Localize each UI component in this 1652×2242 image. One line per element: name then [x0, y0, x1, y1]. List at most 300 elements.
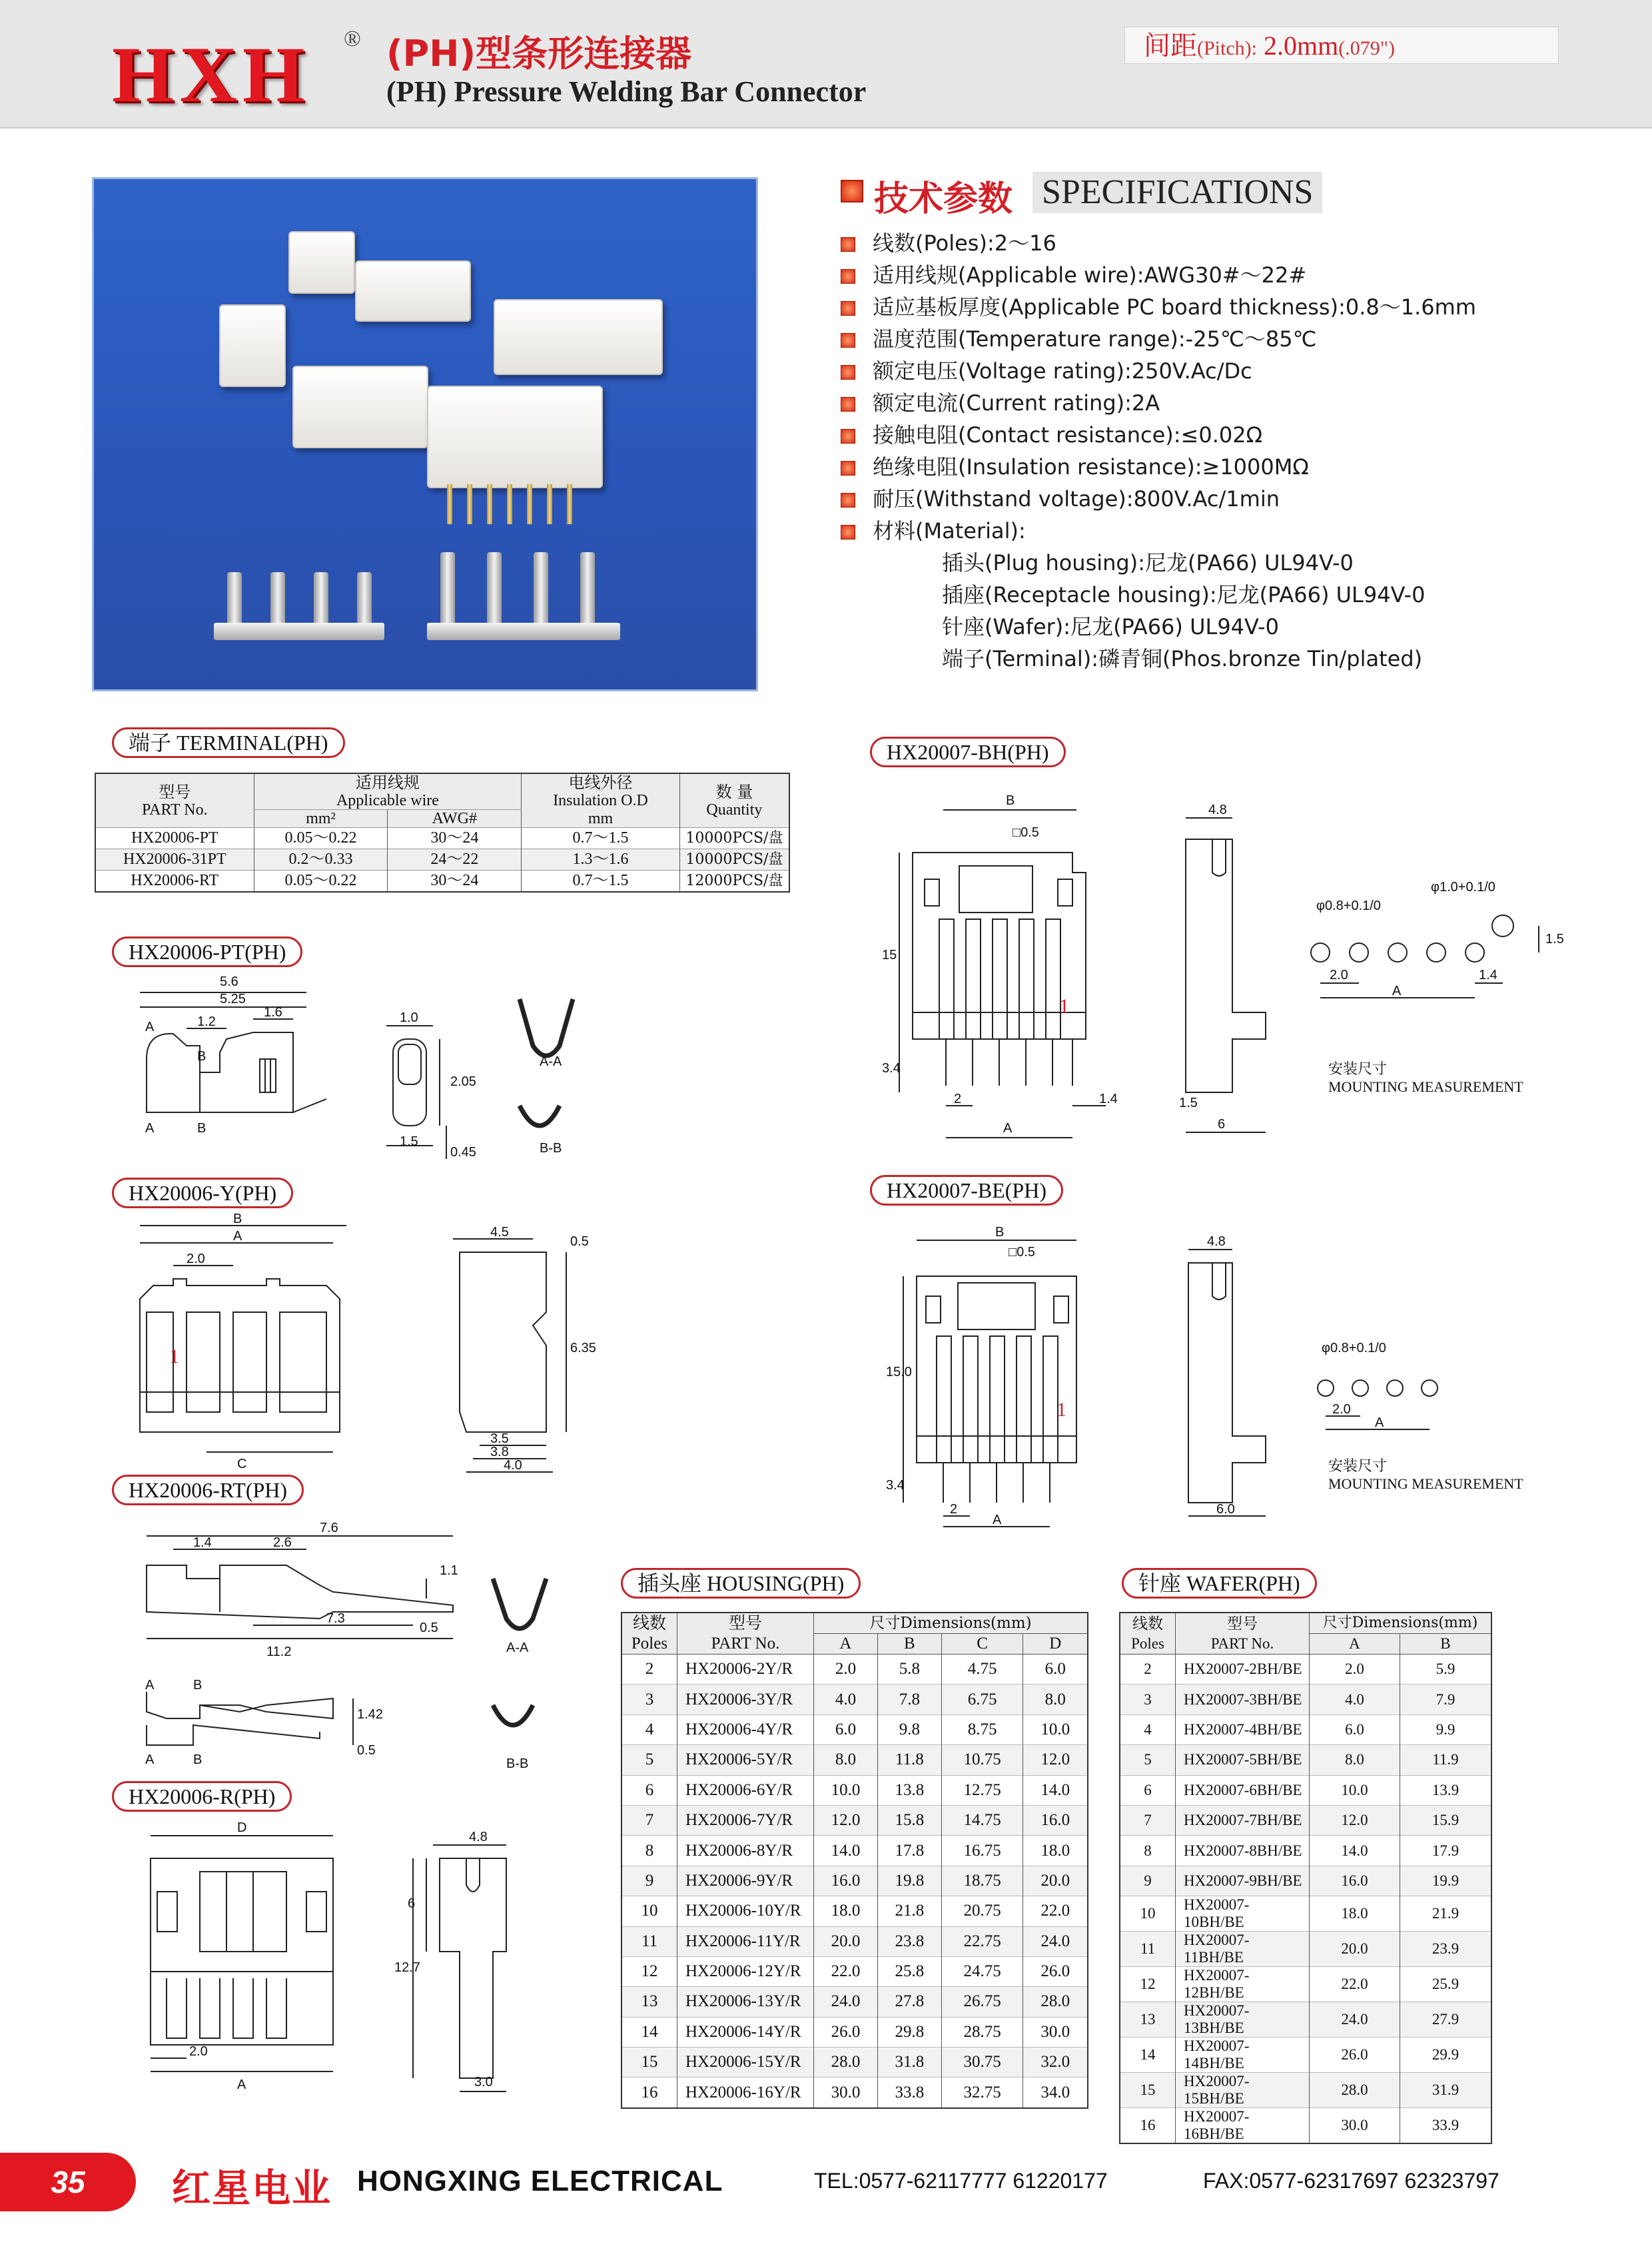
- table-row: [1120, 1932, 1491, 1967]
- dim-text: A-A: [506, 1641, 529, 1655]
- table-cell: 33.9: [1400, 2108, 1491, 2144]
- terminal-icon: [227, 572, 242, 625]
- table-cell: 9.8: [877, 1714, 941, 1744]
- square-bullet-icon: [841, 397, 855, 412]
- page-title-en: (PH) Pressure Welding Bar Connector: [386, 75, 867, 108]
- r-drawing-label: HX20006-R(PH): [112, 1781, 292, 1812]
- plug-2p-icon: [288, 231, 355, 294]
- material-item: 插头(Plug housing):尼龙(PA66) UL94V-0: [942, 550, 1354, 575]
- table-cell: 28.0: [1310, 2073, 1400, 2108]
- pitch-label-cn: 间距: [1144, 31, 1197, 61]
- dim-text: A-A: [540, 1054, 562, 1069]
- table-cell: 10.0: [1310, 1775, 1400, 1805]
- table-cell: 30.0: [814, 2077, 878, 2108]
- material-item: 针座(Wafer):尼龙(PA66) UL94V-0: [942, 614, 1279, 639]
- table-cell: 20.0: [1310, 1932, 1400, 1967]
- dim-text: B: [995, 1225, 1005, 1240]
- telephone: TEL:0577-62117777 61220177: [814, 2169, 1108, 2193]
- dim-text: 1.4: [1099, 1092, 1118, 1106]
- table-cell: 25.8: [877, 1956, 941, 1986]
- table-cell: 24.0: [814, 1987, 878, 2017]
- terminal-strip-icon: [427, 623, 620, 640]
- page-number: 35: [0, 2153, 136, 2211]
- square-bullet-icon: [841, 525, 855, 540]
- material-item: 插座(Receptacle housing):尼龙(PA66) UL94V-0: [942, 582, 1426, 607]
- dim-text: 1.0: [400, 1010, 418, 1025]
- product-photo: [92, 177, 758, 691]
- dim-text: A: [145, 1752, 155, 1767]
- terminal-icon: [534, 552, 548, 625]
- table-row: [621, 1866, 1088, 1896]
- terminal-icon: [357, 572, 372, 625]
- brand-en: HONGXING ELECTRICAL: [357, 2165, 723, 2197]
- wafer-pin-icon: [447, 484, 452, 524]
- table-cell: 27.9: [1400, 2002, 1491, 2038]
- dim-text: 11.2: [266, 1645, 292, 1659]
- square-bullet-icon: [841, 237, 855, 252]
- pitch-value: 2.0mm: [1264, 31, 1339, 61]
- dim-text: 2.0: [1332, 1402, 1351, 1417]
- spec-item: 耐压(Withstand voltage):800V.Ac/1min: [841, 482, 1280, 513]
- table-cell: 16: [621, 2077, 677, 2108]
- dim-text: 1.1: [440, 1563, 458, 1578]
- table-cell: 8: [621, 1836, 677, 1866]
- table-cell: 28.75: [941, 2017, 1023, 2047]
- table-cell: HX20006-14Y/R: [677, 2017, 814, 2047]
- dim-text: 4.5: [490, 1225, 509, 1240]
- dim-text: A: [1003, 1121, 1013, 1136]
- spec-item: 额定电压(Voltage rating):250V.Ac/Dc: [841, 354, 1252, 385]
- table-cell: HX20007-2BH/BE: [1176, 1655, 1310, 1684]
- table-cell: HX20007-15BH/BE: [1176, 2073, 1310, 2108]
- table-cell: 14.0: [1023, 1775, 1088, 1805]
- table-cell: HX20007-16BH/BE: [1176, 2108, 1310, 2144]
- page-title-cn: (PH)型条形连接器: [386, 33, 692, 75]
- table-cell: HX20007-12BH/BE: [1176, 1967, 1310, 2002]
- bh-mount-caption: 安装尺寸 MOUNTING MEASUREMENT: [1328, 1061, 1523, 1095]
- table-row: [621, 1836, 1088, 1866]
- dim-text: 1.2: [197, 1014, 216, 1029]
- table-cell: 23.8: [877, 1926, 941, 1956]
- table-cell: 10: [621, 1896, 677, 1926]
- table-cell: HX20007-3BH/BE: [1176, 1684, 1310, 1714]
- table-cell: 14: [621, 2017, 677, 2047]
- spec-bullet-icon: [841, 180, 863, 202]
- table-row: [1120, 1655, 1491, 1684]
- table-cell: 13: [621, 1987, 677, 2017]
- dim-text: 6.35: [570, 1341, 596, 1355]
- table-cell: HX20007-10BH/BE: [1176, 1896, 1310, 1932]
- hxh-logo: HXH: [112, 30, 310, 119]
- dim-text: 1.4: [193, 1535, 212, 1550]
- table-cell: 31.8: [877, 2048, 941, 2077]
- table-cell: 22.0: [1310, 1967, 1400, 2002]
- table-cell: HX20007-6BH/BE: [1176, 1775, 1310, 1805]
- dim-text: 1.6: [264, 1005, 282, 1020]
- plug-8p-icon: [494, 299, 663, 375]
- table-cell: 7: [1120, 1805, 1176, 1835]
- be-mount-caption: 安装尺寸 MOUNTING MEASUREMENT: [1328, 1458, 1523, 1492]
- table-row: [621, 2048, 1088, 2077]
- dim-text: 15.0: [886, 1365, 912, 1379]
- table-cell: 7.9: [1400, 1684, 1491, 1714]
- table-cell: 6: [621, 1775, 677, 1805]
- table-cell: 20.0: [814, 1926, 878, 1956]
- table-cell: 13: [1120, 2002, 1176, 2038]
- table-row: [1120, 1805, 1491, 1835]
- wafer-8p-icon: [427, 386, 603, 488]
- table-row: [621, 1805, 1088, 1835]
- dim-text: □0.5: [1009, 1245, 1035, 1260]
- dim-text: 0.5: [357, 1743, 376, 1758]
- dim-text: 1.5: [1179, 1096, 1198, 1110]
- table-cell: 2: [1120, 1655, 1176, 1684]
- table-cell: 17.8: [877, 1836, 941, 1866]
- terminal-strip-icon: [214, 623, 384, 640]
- y-drawing-label: HX20006-Y(PH): [112, 1178, 293, 1208]
- table-cell: HX20006-6Y/R: [677, 1775, 814, 1805]
- table-row: [621, 2077, 1088, 2108]
- housing-label: 插头座 HOUSING(PH): [621, 1568, 861, 1599]
- wafer-pin-icon: [487, 484, 492, 524]
- table-row: [621, 1956, 1088, 1986]
- table-cell: 2.0: [814, 1655, 878, 1684]
- dim-text: 2.0: [187, 1252, 205, 1266]
- table-cell: 11: [621, 1926, 677, 1956]
- dim-text: 4.0: [504, 1458, 522, 1473]
- table-cell: 15.9: [1400, 1805, 1491, 1835]
- table-cell: 10.75: [941, 1745, 1023, 1775]
- be-drawing-label: HX20007-BE(PH): [870, 1175, 1063, 1206]
- table-cell: 15: [1120, 2073, 1176, 2108]
- table-cell: 12: [621, 1956, 677, 1986]
- square-bullet-icon: [841, 493, 855, 508]
- table-cell: 9: [621, 1866, 677, 1896]
- table-cell: HX20006-4Y/R: [677, 1714, 814, 1744]
- table-cell: HX20007-14BH/BE: [1176, 2038, 1310, 2073]
- table-cell: 30.0: [1023, 2017, 1088, 2047]
- table-cell: HX20006-3Y/R: [677, 1684, 814, 1714]
- dim-text: 5.6: [220, 974, 238, 989]
- table-row: [1120, 1866, 1491, 1896]
- table-cell: 13.9: [1400, 1775, 1491, 1805]
- dim-text: 3.4: [886, 1478, 905, 1493]
- wafer-pin-icon: [547, 484, 552, 524]
- table-row: [1120, 1714, 1491, 1744]
- dim-text: 6.0: [1216, 1502, 1235, 1517]
- dim-text: B: [197, 1121, 206, 1136]
- table-cell: 8.0: [1023, 1684, 1088, 1714]
- table-cell: 12.0: [1023, 1745, 1088, 1775]
- table-cell: 24.0: [1310, 2002, 1400, 2038]
- table-cell: 16.0: [1310, 1866, 1400, 1896]
- table-row: [1120, 2108, 1491, 2144]
- table-cell: 6: [1120, 1775, 1176, 1805]
- table-cell: 7.8: [877, 1684, 941, 1714]
- table-row: HX20006-31PT 0.2～0.33 24～22 1.3～1.6 10000PCS/盘: [95, 849, 789, 871]
- table-cell: 29.8: [877, 2017, 941, 2047]
- table-cell: HX20006-13Y/R: [677, 1987, 814, 2017]
- dim-text: A: [145, 1121, 155, 1136]
- table-cell: 10: [1120, 1896, 1176, 1932]
- table-cell: 28.0: [814, 2048, 878, 2077]
- table-cell: HX20006-9Y/R: [677, 1866, 814, 1896]
- pitch-inch: (.079"): [1338, 37, 1395, 59]
- dim-text: B-B: [540, 1141, 562, 1156]
- table-row: [1120, 2002, 1491, 2038]
- table-cell: HX20006-5Y/R: [677, 1745, 814, 1775]
- dim-text: 2.6: [273, 1535, 292, 1550]
- rt-drawing: [133, 1519, 600, 1798]
- dim-text: □0.5: [1013, 825, 1039, 840]
- table-cell: HX20006-10Y/R: [677, 1896, 814, 1926]
- table-cell: 8.0: [814, 1745, 878, 1775]
- table-cell: 34.0: [1023, 2077, 1088, 2108]
- bh-drawing-label: HX20007-BH(PH): [870, 737, 1066, 767]
- dim-text: 12.7: [394, 1960, 420, 1975]
- table-row: [1120, 1896, 1491, 1932]
- table-row: [621, 1775, 1088, 1805]
- table-cell: HX20007-5BH/BE: [1176, 1745, 1310, 1775]
- dim-text: A: [1375, 1415, 1384, 1430]
- table-cell: 3: [1120, 1684, 1176, 1714]
- dim-text: B: [197, 1049, 206, 1064]
- dim-text: 1.5: [1545, 932, 1564, 946]
- table-row: HX20006-PT 0.05～0.22 30～24 0.7～1.5 10000PCS/盘: [95, 828, 789, 849]
- table-cell: 32.0: [1023, 2048, 1088, 2077]
- spec-item: 适应基板厚度(Applicable PC board thickness):0.8～1.6mm: [841, 290, 1476, 321]
- spec-item: 额定电流(Current rating):2A: [841, 386, 1160, 417]
- pin-one-marker: 1: [169, 1345, 179, 1367]
- rt-drawing-label: HX20006-RT(PH): [112, 1475, 304, 1505]
- dim-text: 0.5: [570, 1234, 589, 1249]
- table-cell: HX20007-13BH/BE: [1176, 2002, 1310, 2038]
- table-cell: 30.0: [1310, 2108, 1400, 2144]
- table-row: [621, 1896, 1088, 1926]
- plug-4p-icon: [355, 260, 471, 322]
- table-cell: 15.8: [877, 1805, 941, 1835]
- wafer-label: 针座 WAFER(PH): [1122, 1568, 1317, 1599]
- dim-text: 2: [950, 1502, 958, 1517]
- table-cell: 13.8: [877, 1775, 941, 1805]
- table-cell: 19.9: [1400, 1866, 1491, 1896]
- terminal-icon: [314, 572, 328, 625]
- registered-mark: ®: [344, 27, 361, 51]
- table-cell: 4: [1120, 1714, 1176, 1744]
- table-cell: HX20006-2Y/R: [677, 1655, 814, 1684]
- table-cell: 4.75: [941, 1655, 1023, 1684]
- dim-text: B-B: [506, 1756, 529, 1771]
- table-cell: 12: [1120, 1967, 1176, 2002]
- pt-drawing: [133, 972, 653, 1172]
- table-row: [1120, 1836, 1491, 1866]
- dim-text: A: [237, 2077, 246, 2092]
- dim-text: 3.0: [474, 2075, 493, 2089]
- table-cell: 12.0: [814, 1805, 878, 1835]
- table-cell: 18.0: [814, 1896, 878, 1926]
- terminal-icon: [487, 552, 502, 625]
- table-cell: HX20006-16Y/R: [677, 2077, 814, 2108]
- table-cell: 9: [1120, 1866, 1176, 1896]
- square-bullet-icon: [841, 461, 855, 476]
- table-cell: 11: [1120, 1932, 1176, 1967]
- terminal-icon: [440, 552, 455, 625]
- wafer-pin-icon: [467, 484, 472, 524]
- spec-title-en: SPECIFICATIONS: [1032, 172, 1322, 213]
- dim-text: 0.45: [450, 1145, 476, 1160]
- table-cell: 21.9: [1400, 1896, 1491, 1932]
- dim-text: 2: [954, 1092, 962, 1106]
- y-drawing: [133, 1212, 613, 1479]
- table-cell: 20.0: [1023, 1866, 1088, 1896]
- table-cell: 21.8: [877, 1896, 941, 1926]
- terminal-table: 型号 PART No. 适用线规 Applicable wire 电线外径 Insulation O.D 数 量 Quantity mm² AWG# mm HX20006-PT 0.05～0.22 30～24 0.7～1.5 10000PCS/盘 HX20006-31PT 0.2～0.33 24～22 1.3～1.6 10000PCS/盘 HX20006-RT 0.05～0.22 30～24 0.7～1.5 12000PCS/盘: [95, 773, 790, 893]
- dim-text: 1.42: [357, 1707, 383, 1722]
- receptacle-4p-icon: [292, 366, 428, 448]
- dim-text: A: [233, 1229, 242, 1244]
- table-cell: 30.75: [941, 2048, 1023, 2077]
- dim-text: B: [193, 1752, 203, 1767]
- table-cell: HX20007-7BH/BE: [1176, 1805, 1310, 1835]
- table-cell: 6.0: [1310, 1714, 1400, 1744]
- wafer-pin-icon: [507, 484, 512, 524]
- table-cell: HX20006-15Y/R: [677, 2048, 814, 2077]
- terminal-icon: [580, 552, 595, 625]
- table-row: [621, 1745, 1088, 1775]
- dim-text: 7.6: [320, 1521, 338, 1535]
- table-cell: 23.9: [1400, 1932, 1491, 1967]
- table-cell: 2: [621, 1655, 677, 1684]
- table-cell: 4.0: [1310, 1684, 1400, 1714]
- table-cell: 9.9: [1400, 1714, 1491, 1744]
- dim-text: A: [145, 1020, 155, 1034]
- dim-text: 5.25: [220, 992, 246, 1006]
- table-cell: 14.0: [1310, 1836, 1400, 1866]
- table-cell: 20.75: [941, 1896, 1023, 1926]
- table-cell: 8: [1120, 1836, 1176, 1866]
- pitch-label-en: (Pitch):: [1197, 37, 1257, 59]
- dim-text: B: [193, 1678, 203, 1692]
- table-cell: 18.0: [1310, 1896, 1400, 1932]
- table-row: [1120, 1745, 1491, 1775]
- table-cell: 16.0: [1023, 1805, 1088, 1835]
- table-cell: 3: [621, 1684, 677, 1714]
- table-cell: 18.75: [941, 1866, 1023, 1896]
- table-cell: 33.8: [877, 2077, 941, 2108]
- table-cell: 10.0: [1023, 1714, 1088, 1744]
- dim-text: 0.5: [420, 1621, 438, 1635]
- square-bullet-icon: [841, 365, 855, 380]
- table-cell: 25.9: [1400, 1967, 1491, 2002]
- pin-one-marker: 1: [1056, 1399, 1066, 1421]
- table-cell: HX20006-8Y/R: [677, 1836, 814, 1866]
- table-cell: 14.0: [814, 1836, 878, 1866]
- table-row: [621, 1926, 1088, 1956]
- table-row: [1120, 2038, 1491, 2073]
- table-cell: HX20007-8BH/BE: [1176, 1836, 1310, 1866]
- table-cell: 5: [621, 1745, 677, 1775]
- dim-text: B: [1006, 793, 1015, 808]
- table-cell: 26.0: [1310, 2038, 1400, 2073]
- table-cell: 15: [621, 2048, 677, 2077]
- table-cell: 26.0: [1023, 1956, 1088, 1986]
- table-cell: 5.9: [1400, 1655, 1491, 1684]
- dim-text: D: [237, 1820, 247, 1835]
- table-cell: 6.0: [1023, 1655, 1088, 1684]
- dim-text: 1.5: [400, 1134, 418, 1149]
- spec-item: 温度范围(Temperature range):-25℃～85℃: [841, 322, 1317, 353]
- table-row: [1120, 1775, 1491, 1805]
- dim-text: A: [145, 1678, 155, 1692]
- table-cell: 18.0: [1023, 1836, 1088, 1866]
- square-bullet-icon: [841, 269, 855, 284]
- receptacle-2p-icon: [219, 304, 286, 387]
- spec-item: 线数(Poles):2～16: [841, 226, 1056, 257]
- housing-table: 线数 Poles 型号 PART No. 尺寸Dimensions(mm) A B C D 2 HX20006-2Y/R 2.0 5.8 4.75 6.0 3 HX20006-3Y/R 4.0 7.8 6.75 8.0 4 HX20006-4Y/R 6.0 9.8 8.75 10.0 5 HX20006-5Y/R 8.0 11.8 10.75 12.0 6 HX20006-6Y/R 10.0 13.8 12.75 14.0 7 HX20006-7Y/R 12.0 15.8 14.75 16.0 8 HX20006-8Y/R 14.0 17.8 16.75 18.0 9 HX20006-9Y/R 16.0 19.8 18.75 20.0 10 HX20006-10Y/R 18.0 21.8 20.75 22.0 11 HX20006-11Y/R 20.0 23.8 22.75 24.0 12 HX20006-12Y/R 22.0 25.8 24.75 26.0 13 HX20006-13Y/R 24.0 27.8 26.75 28.0 14 HX20006-14Y/R 26.0 29.8 28.75 30.0 15 HX20006-15Y/R 28.0 31.8 30.75 32.0 16 HX20006-16Y/R 30.0 33.8 32.75 34.0: [621, 1612, 1088, 2109]
- table-cell: 11.8: [877, 1745, 941, 1775]
- dim-text: 6: [1218, 1117, 1226, 1132]
- table-cell: HX20006-12Y/R: [677, 1956, 814, 1986]
- table-cell: 24.0: [1023, 1926, 1088, 1956]
- table-cell: 16.75: [941, 1836, 1023, 1866]
- dim-text: C: [237, 1457, 247, 1471]
- dim-text: 4.8: [469, 1830, 488, 1844]
- table-cell: 22.0: [1023, 1896, 1088, 1926]
- dim-text: 15: [882, 948, 897, 962]
- dim-text: 2.0: [1330, 968, 1348, 982]
- dim-text: φ1.0+0.1/0: [1431, 880, 1495, 895]
- terminal-icon: [270, 572, 285, 625]
- table-cell: 19.8: [877, 1866, 941, 1896]
- fax: FAX:0577-62317697 62323797: [1203, 2169, 1499, 2193]
- dim-text: 4.8: [1208, 803, 1227, 817]
- table-cell: 26.0: [814, 2017, 878, 2047]
- table-cell: 4: [621, 1714, 677, 1744]
- spec-item: 材料(Material):: [841, 514, 1026, 545]
- terminal-label: 端子 TERMINAL(PH): [112, 727, 345, 758]
- square-bullet-icon: [841, 429, 855, 444]
- table-row: [621, 1714, 1088, 1744]
- table-cell: 14.75: [941, 1805, 1023, 1835]
- dim-text: φ0.8+0.1/0: [1322, 1341, 1386, 1355]
- table-cell: 32.75: [941, 2077, 1023, 2108]
- square-bullet-icon: [841, 333, 855, 348]
- dim-text: B: [233, 1212, 242, 1226]
- table-cell: 12.75: [941, 1775, 1023, 1805]
- table-cell: 17.9: [1400, 1836, 1491, 1866]
- table-cell: 31.9: [1400, 2073, 1491, 2108]
- table-cell: 29.9: [1400, 2038, 1491, 2073]
- table-cell: HX20007-11BH/BE: [1176, 1932, 1310, 1967]
- table-cell: 14: [1120, 2038, 1176, 2073]
- table-cell: 16: [1120, 2108, 1176, 2144]
- table-cell: 7: [621, 1805, 677, 1835]
- pt-drawing-label: HX20006-PT(PH): [112, 936, 302, 967]
- table-row: [621, 1987, 1088, 2017]
- table-row: [621, 1655, 1088, 1684]
- table-cell: 8.0: [1310, 1745, 1400, 1775]
- dim-text: 6: [408, 1896, 416, 1911]
- dim-text: 3.8: [490, 1445, 509, 1459]
- table-cell: 4.0: [814, 1684, 878, 1714]
- wafer-pin-icon: [567, 484, 572, 524]
- square-bullet-icon: [841, 301, 855, 316]
- spec-item: 绝缘电阻(Insulation resistance):≥1000MΩ: [841, 450, 1309, 481]
- table-cell: 5.8: [877, 1655, 941, 1684]
- table-row: HX20006-RT 0.05～0.22 30～24 0.7～1.5 12000PCS/盘: [95, 871, 789, 893]
- table-cell: 28.0: [1023, 1987, 1088, 2017]
- spec-item: 接触电阻(Contact resistance):≤0.02Ω: [841, 418, 1262, 449]
